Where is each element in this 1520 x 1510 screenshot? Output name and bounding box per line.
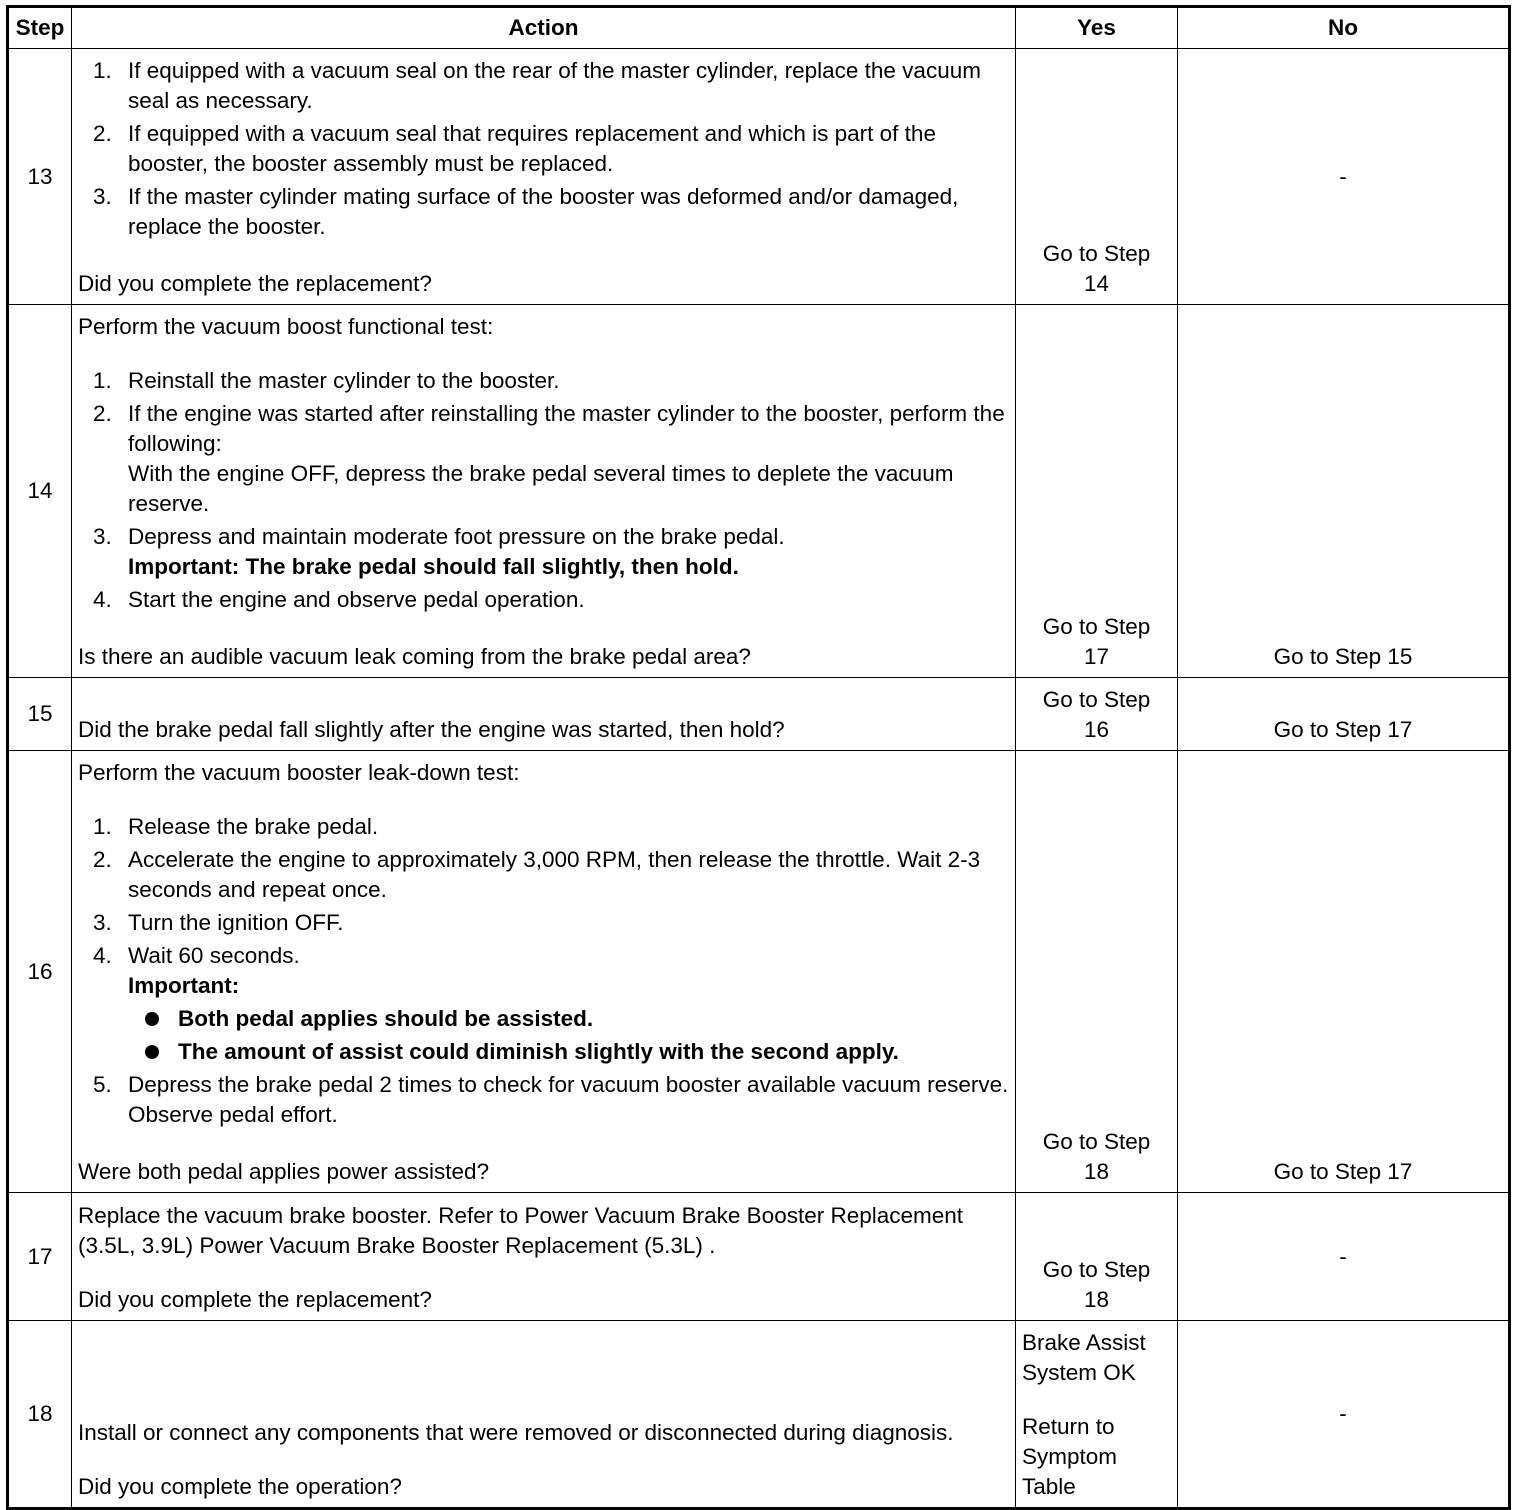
step-number: 15 <box>8 678 72 751</box>
important-text: : The brake pedal should fall slightly, then hold. <box>231 554 739 579</box>
action-text: Install or connect any components that were removed or disconnected during diagnosis. <box>78 1420 954 1445</box>
step-number: 18 <box>8 1321 72 1509</box>
step-number: 14 <box>8 305 72 678</box>
list-item <box>78 522 1009 582</box>
yes-text: Return to Symptom Table <box>1022 1414 1118 1499</box>
bullet-icon <box>145 1012 159 1026</box>
yes-text: Go to Step <box>1042 614 1151 639</box>
question-text: Did you complete the replacement? <box>78 271 432 296</box>
item-subtext: With the engine OFF, depress the brake pedal several times to deplete the vacuum reserve. <box>128 461 954 516</box>
item-number: 1. <box>93 368 112 393</box>
list-item <box>78 845 1009 905</box>
item-number: 5. <box>93 1072 112 1097</box>
question-text: Did you complete the operation? <box>78 1474 402 1499</box>
question-text: Is there an audible vacuum leak coming from the brake pedal area? <box>78 644 751 669</box>
item-number: 4. <box>93 587 112 612</box>
action-cell <box>72 751 1016 1193</box>
item-number: 2. <box>93 847 112 872</box>
yes-text: Go to Step <box>1042 687 1151 712</box>
bullet-item <box>128 1037 1009 1067</box>
action-cell <box>72 1193 1016 1321</box>
bullet-item <box>128 1004 1009 1034</box>
no-cell: Go to Step 15 <box>1178 305 1510 678</box>
list-item <box>78 941 1009 1067</box>
header-no: No <box>1178 7 1510 49</box>
list-item <box>78 585 1009 615</box>
bullet-text: Both pedal applies should be assisted. <box>178 1006 594 1031</box>
bullet-icon <box>145 1045 159 1059</box>
no-cell: Go to Step 17 <box>1178 751 1510 1193</box>
list-item <box>78 399 1009 519</box>
yes-step-number: 17 <box>1083 644 1110 669</box>
item-number: 3. <box>93 910 112 935</box>
item-text: If the engine was started after reinstalling the master cylinder to the booster, perform the following: <box>128 401 1005 456</box>
header-action: Action <box>72 7 1016 49</box>
diagnostic-table <box>6 5 1511 1510</box>
action-cell <box>72 49 1016 305</box>
table-row <box>8 1193 1510 1321</box>
list-item <box>78 119 1009 179</box>
item-number: 2. <box>93 401 112 426</box>
step-number: 16 <box>8 751 72 1193</box>
action-cell <box>72 305 1016 678</box>
item-number: 3. <box>93 524 112 549</box>
question-text: Did you complete the replacement? <box>78 1287 432 1312</box>
step-number: 17 <box>8 1193 72 1321</box>
question-text: Were both pedal applies power assisted? <box>78 1159 490 1184</box>
item-text: Wait 60 seconds. <box>128 943 300 968</box>
table-row <box>8 751 1510 1193</box>
yes-cell <box>1016 1321 1178 1509</box>
no-cell: - <box>1178 1321 1510 1509</box>
yes-cell <box>1016 49 1178 305</box>
important-label: Important: <box>128 973 240 998</box>
yes-step-number: 18 <box>1083 1287 1110 1312</box>
action-list <box>78 56 1009 242</box>
step-number: 13 <box>8 49 72 305</box>
yes-cell <box>1016 1193 1178 1321</box>
no-cell: - <box>1178 1193 1510 1321</box>
action-list <box>78 366 1009 615</box>
yes-cell <box>1016 678 1178 751</box>
no-cell: Go to Step 17 <box>1178 678 1510 751</box>
yes-text: Go to Step <box>1042 241 1151 266</box>
list-item <box>78 812 1009 842</box>
list-item <box>78 366 1009 396</box>
list-item <box>78 182 1009 242</box>
item-text: Start the engine and observe pedal operation. <box>128 587 585 612</box>
header-yes: Yes <box>1016 7 1178 49</box>
important-label: Important <box>128 554 232 579</box>
action-list <box>78 812 1009 1130</box>
item-text: If equipped with a vacuum seal that requires replacement and which is part of the booster, the booster assembly must be replaced. <box>128 121 936 176</box>
no-cell: - <box>1178 49 1510 305</box>
yes-cell <box>1016 751 1178 1193</box>
yes-step-number: 14 <box>1083 271 1110 296</box>
item-number: 1. <box>93 814 112 839</box>
yes-step-number: 18 <box>1083 1159 1110 1184</box>
yes-text: Go to Step <box>1042 1129 1151 1154</box>
yes-text: Go to Step <box>1042 1257 1151 1282</box>
list-item <box>78 56 1009 116</box>
question-text: Did the brake pedal fall slightly after the engine was started, then hold? <box>78 717 785 742</box>
item-text: If equipped with a vacuum seal on the rear of the master cylinder, replace the vacuum seal as necessary. <box>128 58 981 113</box>
table-row <box>8 49 1510 305</box>
item-number: 4. <box>93 943 112 968</box>
item-text: If the master cylinder mating surface of the booster was deformed and/or damaged, replace the booster. <box>128 184 959 239</box>
action-cell <box>72 678 1016 751</box>
item-text: Depress the brake pedal 2 times to check for vacuum booster available vacuum reserve. Observe pedal effort. <box>128 1072 1009 1127</box>
item-text: Release the brake pedal. <box>128 814 379 839</box>
item-text: Accelerate the engine to approximately 3,000 RPM, then release the throttle. Wait 2-3 seconds and repeat once. <box>128 847 981 902</box>
action-intro: Perform the vacuum booster leak-down test: <box>78 760 520 785</box>
item-text: Depress and maintain moderate foot pressure on the brake pedal. <box>128 524 785 549</box>
important-bullets <box>128 1004 1009 1067</box>
item-number: 2. <box>93 121 112 146</box>
action-cell <box>72 1321 1016 1509</box>
action-intro: Perform the vacuum boost functional test: <box>78 314 494 339</box>
action-text: Replace the vacuum brake booster. Refer to Power Vacuum Brake Booster Replacement (3.5L, 3.9L) Power Vacuum Brake Booster Replacement (5.3L) . <box>78 1203 964 1258</box>
item-number: 3. <box>93 184 112 209</box>
table-row <box>8 678 1510 751</box>
item-text: Turn the ignition OFF. <box>128 910 344 935</box>
yes-step-number: 16 <box>1083 717 1110 742</box>
list-item <box>78 1070 1009 1130</box>
header-row <box>8 7 1510 49</box>
item-text: Reinstall the master cylinder to the booster. <box>128 368 560 393</box>
yes-text: Brake Assist System OK <box>1022 1330 1146 1385</box>
header-step: Step <box>8 7 72 49</box>
yes-cell <box>1016 305 1178 678</box>
item-number: 1. <box>93 58 112 83</box>
list-item <box>78 908 1009 938</box>
table-row <box>8 305 1510 678</box>
bullet-text: The amount of assist could diminish slightly with the second apply. <box>178 1039 899 1064</box>
table-row <box>8 1321 1510 1509</box>
